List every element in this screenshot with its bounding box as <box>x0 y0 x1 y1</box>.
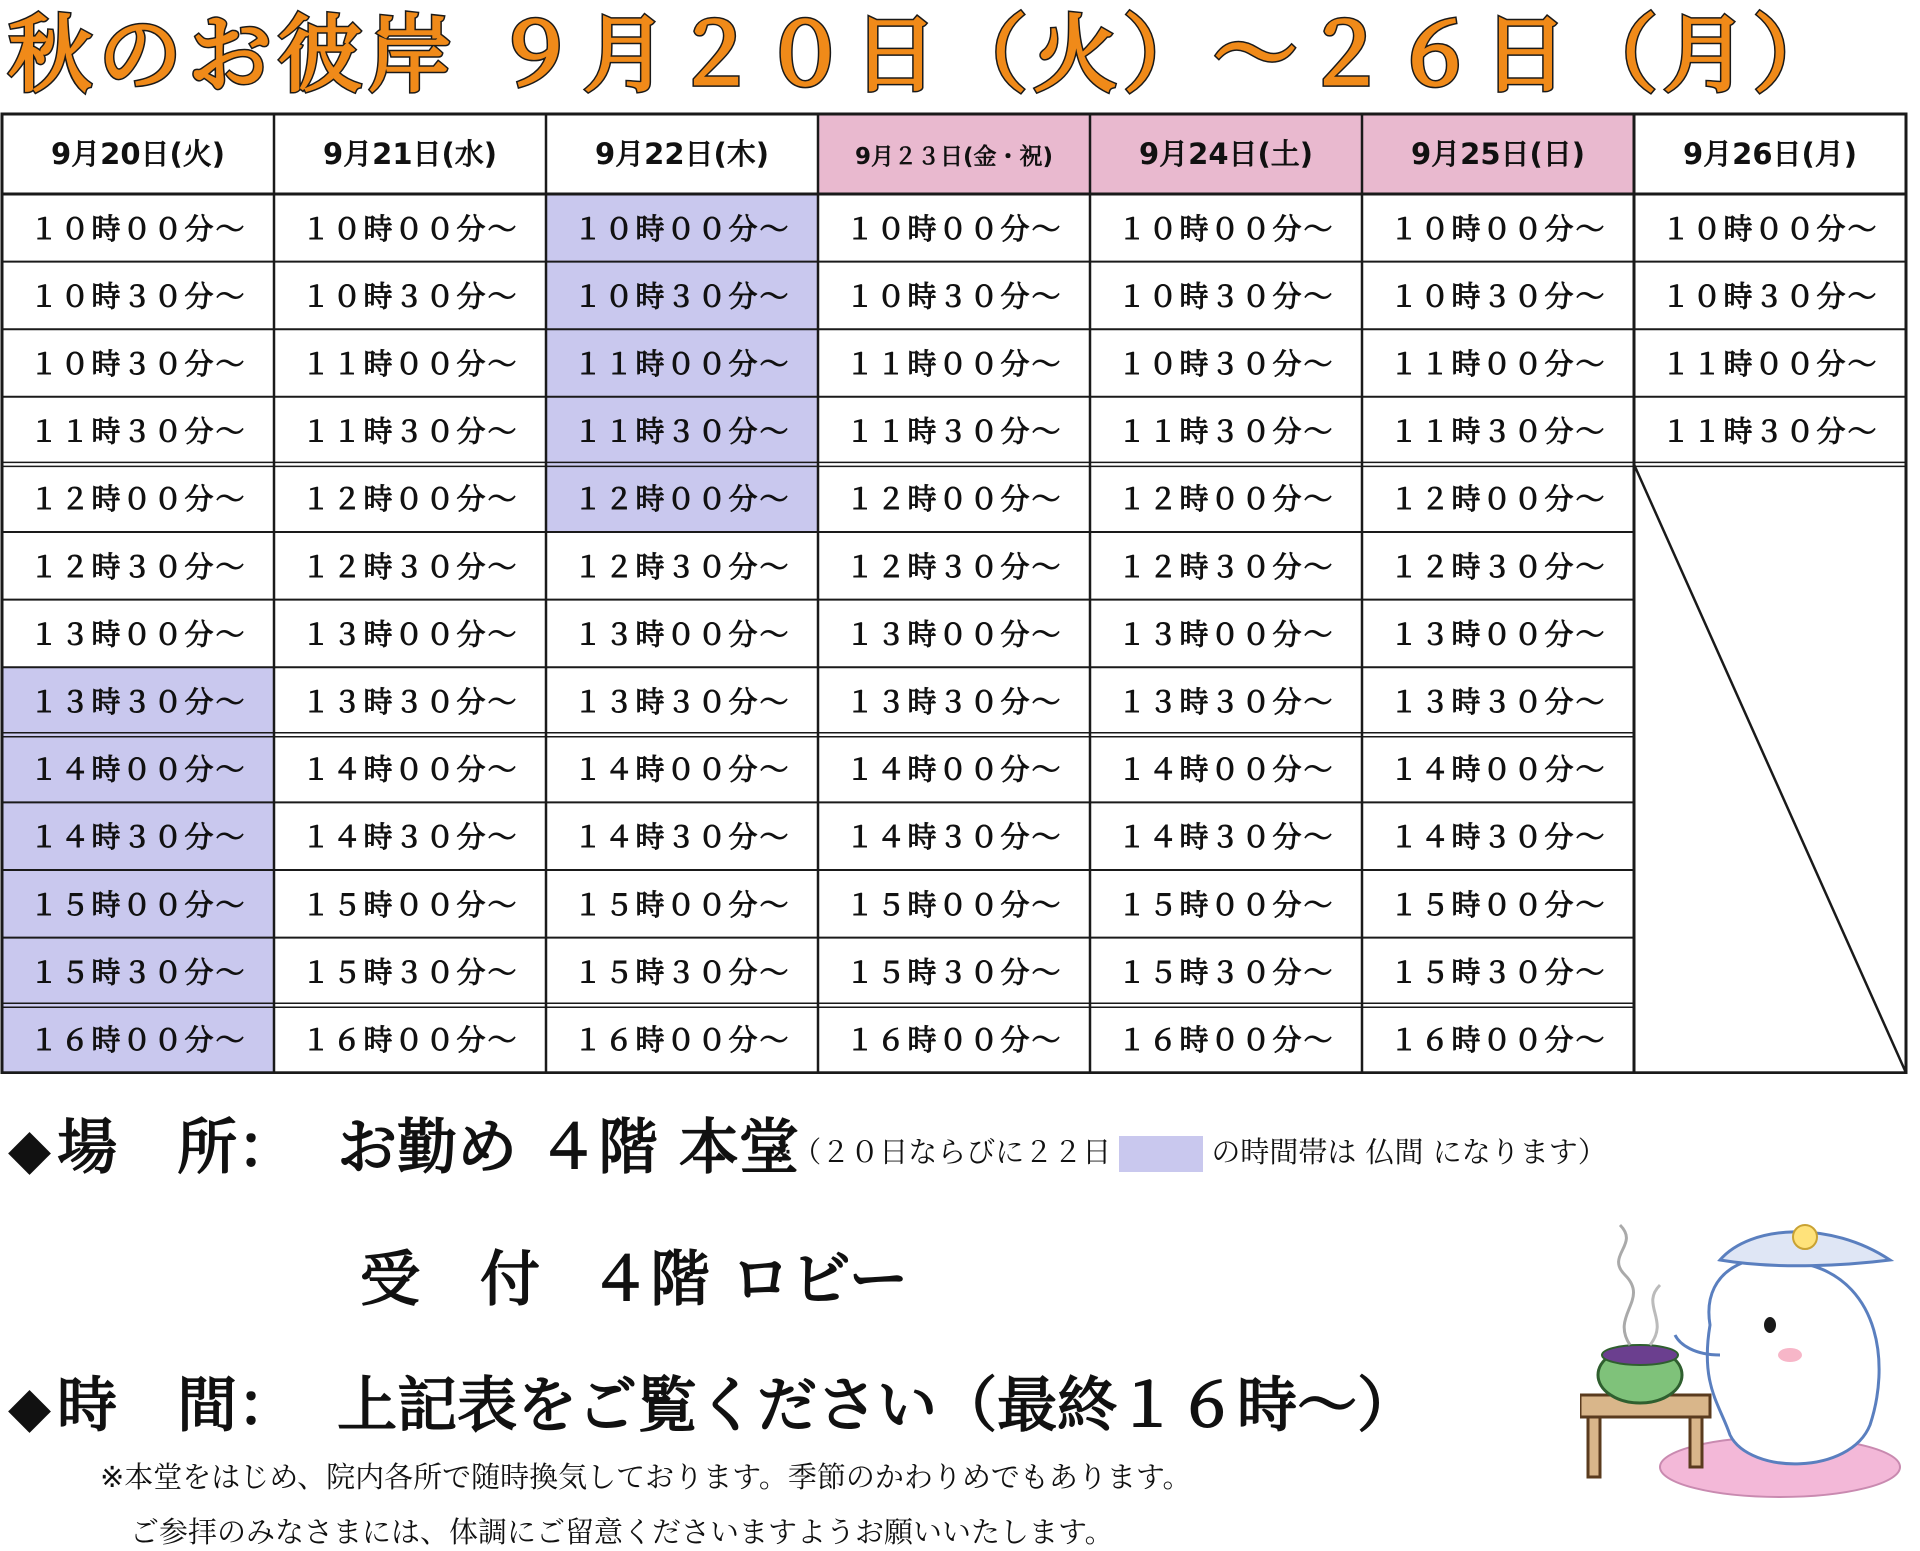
time-slot-cell: １４時３０分〜 <box>573 820 791 855</box>
time-slot-cell: １３時３０分〜 <box>1389 685 1607 719</box>
time-slot-cell: １０時００分〜 <box>573 211 791 246</box>
butsuma-note-after: の時間帯は 仏間 になります） <box>1211 1135 1607 1169</box>
time-slot-cell: １２時００分〜 <box>29 482 247 517</box>
hat-jewel-shape <box>1793 1225 1817 1249</box>
time-slot-cell: １４時００分〜 <box>1389 752 1607 787</box>
time-slot-cell: １１時００分〜 <box>845 347 1063 381</box>
empty-slot-diagonal <box>1634 464 1906 1072</box>
time-slot-cell: １１時３０分〜 <box>1661 414 1879 449</box>
diamond-bullet-icon: ◆ <box>8 1374 52 1440</box>
smoke-shape <box>1650 1285 1660 1345</box>
time-slot-cell: １０時００分〜 <box>29 211 247 246</box>
time-slot-cell: １２時３０分〜 <box>1117 549 1335 584</box>
reception-value: ４階 ロビー <box>590 1245 909 1315</box>
time-slot-cell: １５時００分〜 <box>845 887 1063 922</box>
time-slot-cell: １６時００分〜 <box>573 1023 791 1057</box>
time-slot-cell: １１時００分〜 <box>1389 347 1607 381</box>
column-header: 9月21日(水) <box>322 137 498 171</box>
time-slot-cell: １２時００分〜 <box>301 482 519 517</box>
footnote-1: ※本堂をはじめ、院内各所で随時換気しております。季節のかわりめでもあります。 <box>100 1460 1192 1494</box>
time-slot-cell: １３時００分〜 <box>29 617 247 652</box>
time-slot-cell: １１時３０分〜 <box>845 414 1063 449</box>
time-slot-cell: １３時３０分〜 <box>845 685 1063 719</box>
column-header: 9月22日(木) <box>594 137 770 171</box>
time-slot-cell: １３時００分〜 <box>301 617 519 652</box>
time-slot-cell: １５時００分〜 <box>573 887 791 922</box>
time-slot-cell: １４時３０分〜 <box>29 820 247 855</box>
reception-line <box>360 1232 909 1318</box>
time-slot-cell: １６時００分〜 <box>845 1023 1063 1057</box>
butsuma-note <box>768 1130 1607 1172</box>
time-slot-cell: １４時００分〜 <box>1117 752 1335 787</box>
column-header: 9月26日(月) <box>1682 137 1858 171</box>
character-eye-shape <box>1764 1317 1776 1333</box>
time-value: 上記表をご覧ください（最終１６時〜） <box>337 1371 1418 1441</box>
time-slot-cell: １５時３０分〜 <box>845 955 1063 990</box>
time-slot-cell: １０時３０分〜 <box>29 279 247 314</box>
time-slot-cell: １５時３０分〜 <box>1117 955 1335 990</box>
time-slot-cell: １５時３０分〜 <box>573 955 791 990</box>
time-slot-cell: １１時３０分〜 <box>301 414 519 449</box>
time-slot-cell: １５時００分〜 <box>301 887 519 922</box>
footnote-2: ご参拝のみなさまには、体調にご留意くださいますようお願いいたします。 <box>130 1515 1114 1549</box>
place-line <box>8 1100 799 1186</box>
butsuma-color-swatch <box>1119 1136 1203 1172</box>
time-slot-cell: １０時３０分〜 <box>301 279 519 314</box>
time-slot-cell: １２時００分〜 <box>573 482 791 517</box>
time-slot-cell: １０時００分〜 <box>1117 211 1335 246</box>
time-slot-cell: １５時３０分〜 <box>301 955 519 990</box>
schedule-table <box>0 112 1908 1074</box>
time-slot-cell: １２時３０分〜 <box>845 549 1063 584</box>
time-slot-cell: １２時３０分〜 <box>301 549 519 584</box>
time-slot-cell: １０時３０分〜 <box>1117 279 1335 314</box>
time-slot-cell: １０時３０分〜 <box>1661 279 1879 314</box>
incense-top-shape <box>1602 1345 1678 1365</box>
time-slot-cell: １０時３０分〜 <box>29 347 247 381</box>
time-slot-cell: １０時００分〜 <box>1661 211 1879 246</box>
place-value: お勤め ４階 本堂 <box>337 1113 799 1183</box>
time-slot-cell: １１時３０分〜 <box>1389 414 1607 449</box>
time-slot-cell: １４時００分〜 <box>573 752 791 787</box>
time-slot-cell: １５時３０分〜 <box>1389 955 1607 990</box>
time-slot-cell: １４時００分〜 <box>301 752 519 787</box>
table-leg-shape <box>1690 1417 1702 1467</box>
butsuma-note-before: ※（２０日ならびに２２日 <box>768 1135 1112 1169</box>
diamond-bullet-icon: ◆ <box>8 1116 52 1182</box>
time-slot-cell: １５時００分〜 <box>29 887 247 922</box>
time-slot-cell: １５時３０分〜 <box>29 955 247 990</box>
time-slot-cell: １０時００分〜 <box>845 211 1063 246</box>
time-slot-cell: １４時３０分〜 <box>301 820 519 855</box>
time-slot-cell: １０時３０分〜 <box>1117 347 1335 381</box>
time-slot-cell: １５時００分〜 <box>1117 887 1335 922</box>
time-slot-cell: １２時３０分〜 <box>29 549 247 584</box>
time-slot-cell: １４時３０分〜 <box>1117 820 1335 855</box>
reception-label: 受 付 <box>360 1245 540 1315</box>
time-slot-cell: １６時００分〜 <box>29 1023 247 1057</box>
time-slot-cell: １０時００分〜 <box>1389 211 1607 246</box>
time-slot-cell: １１時００分〜 <box>301 347 519 381</box>
time-slot-cell: １０時３０分〜 <box>1389 279 1607 314</box>
column-header: 9月25日(日) <box>1410 137 1586 171</box>
time-slot-cell: １４時３０分〜 <box>1389 820 1607 855</box>
time-slot-cell: １０時００分〜 <box>301 211 519 246</box>
time-slot-cell: １２時３０分〜 <box>1389 549 1607 584</box>
time-slot-cell: １３時３０分〜 <box>29 685 247 719</box>
smoke-shape <box>1619 1225 1634 1345</box>
time-slot-cell: １２時００分〜 <box>845 482 1063 517</box>
time-slot-cell: １４時００分〜 <box>845 752 1063 787</box>
time-slot-cell: １０時３０分〜 <box>573 279 791 314</box>
table-leg-shape <box>1588 1417 1600 1477</box>
mascot-illustration <box>1580 1205 1920 1505</box>
time-line <box>8 1358 1417 1444</box>
time-slot-cell: １３時３０分〜 <box>301 685 519 719</box>
time-label: 時 間： <box>57 1371 298 1441</box>
time-slot-cell: １６時００分〜 <box>1117 1023 1335 1057</box>
column-header: 9月24日(土) <box>1138 137 1314 171</box>
time-slot-cell: １１時００分〜 <box>1661 347 1879 381</box>
time-slot-cell: １３時３０分〜 <box>573 685 791 719</box>
time-slot-cell: １０時３０分〜 <box>845 279 1063 314</box>
time-slot-cell: １６時００分〜 <box>1389 1023 1607 1057</box>
column-header: 9月20日(火) <box>50 137 226 171</box>
time-slot-cell: １２時３０分〜 <box>573 549 791 584</box>
time-slot-cell: １３時００分〜 <box>1389 617 1607 652</box>
time-slot-cell: １３時３０分〜 <box>1117 685 1335 719</box>
character-cheek-shape <box>1778 1348 1802 1362</box>
time-slot-cell: １４時００分〜 <box>29 752 247 787</box>
time-slot-cell: １１時００分〜 <box>573 347 791 381</box>
time-slot-cell: １１時３０分〜 <box>29 414 247 449</box>
time-slot-cell: １１時３０分〜 <box>1117 414 1335 449</box>
time-slot-cell: １５時００分〜 <box>1389 887 1607 922</box>
column-header: 9月２３日(金・祝) <box>854 144 1054 170</box>
time-slot-cell: １３時００分〜 <box>1117 617 1335 652</box>
time-slot-cell: １３時００分〜 <box>573 617 791 652</box>
time-slot-cell: １２時００分〜 <box>1117 482 1335 517</box>
time-slot-cell: １４時３０分〜 <box>845 820 1063 855</box>
time-slot-cell: １１時３０分〜 <box>573 414 791 449</box>
time-slot-cell: １３時００分〜 <box>845 617 1063 652</box>
table-border <box>2 114 1906 1073</box>
place-label: 場 所： <box>57 1113 298 1183</box>
page-title: 秋のお彼岸 ９月２０日（火）〜２６日（月） <box>8 5 1844 104</box>
time-slot-cell: １２時００分〜 <box>1389 482 1607 517</box>
time-slot-cell: １６時００分〜 <box>301 1023 519 1057</box>
